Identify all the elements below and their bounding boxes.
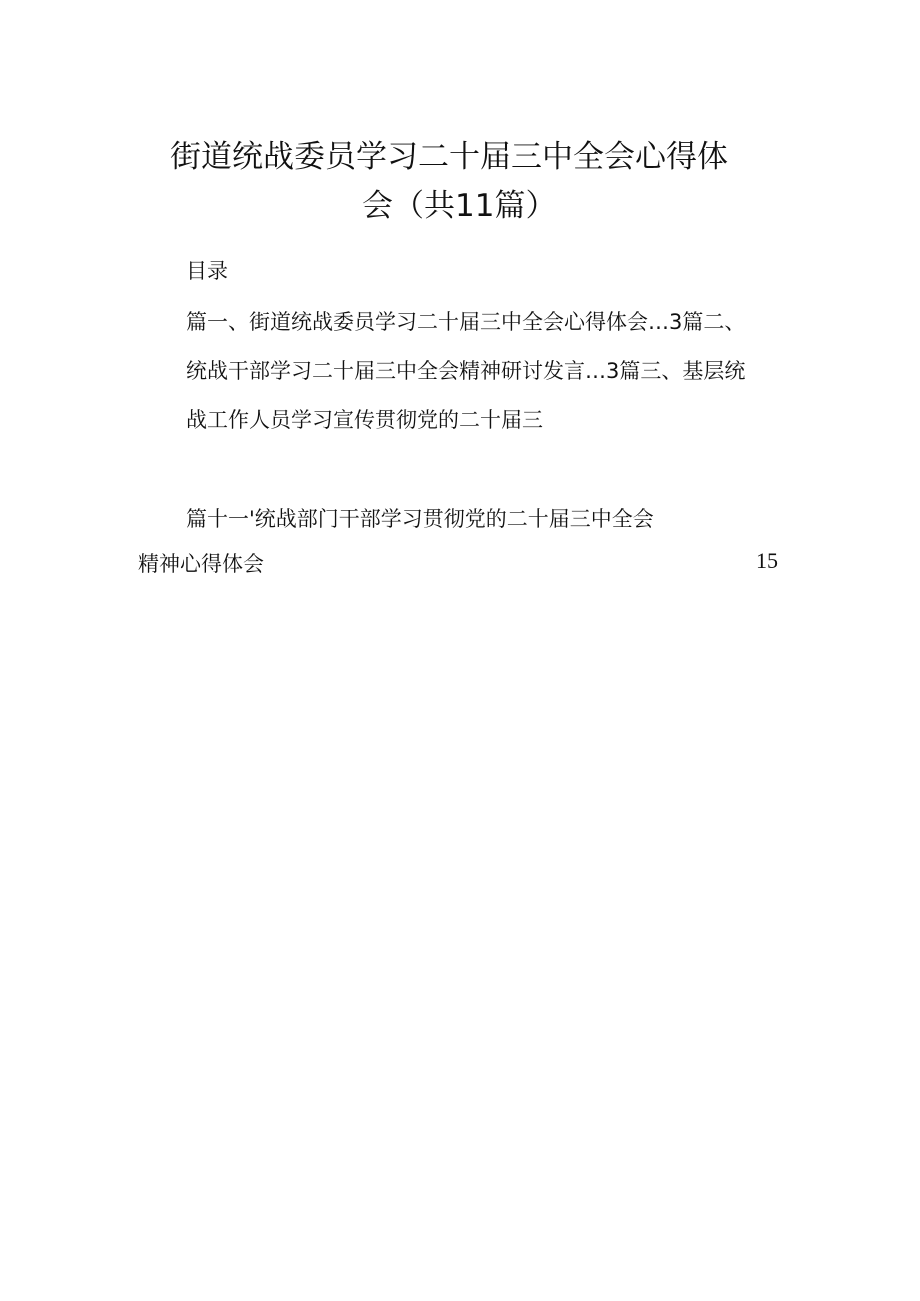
toc-line: 篇十一'统战部门干部学习贯彻党的二十届三中全会 xyxy=(186,507,654,531)
toc-line: 统战干部学习二十届三中全会精神研讨发言…3篇三、基层统 xyxy=(186,359,746,383)
document-title-line-2: 会（共11篇） xyxy=(362,188,557,224)
toc-heading: 目录 xyxy=(186,259,228,283)
document-title-line-1: 街道统战委员学习二十届三中全会心得体 xyxy=(170,139,728,175)
toc-page-number: 15 xyxy=(756,548,778,573)
toc-line: 战工作人员学习宣传贯彻党的二十届三 xyxy=(186,408,543,432)
toc-line: 精神心得体会 xyxy=(138,552,264,576)
toc-line: 篇一、街道统战委员学习二十届三中全会心得体会…3篇二、 xyxy=(186,310,746,334)
